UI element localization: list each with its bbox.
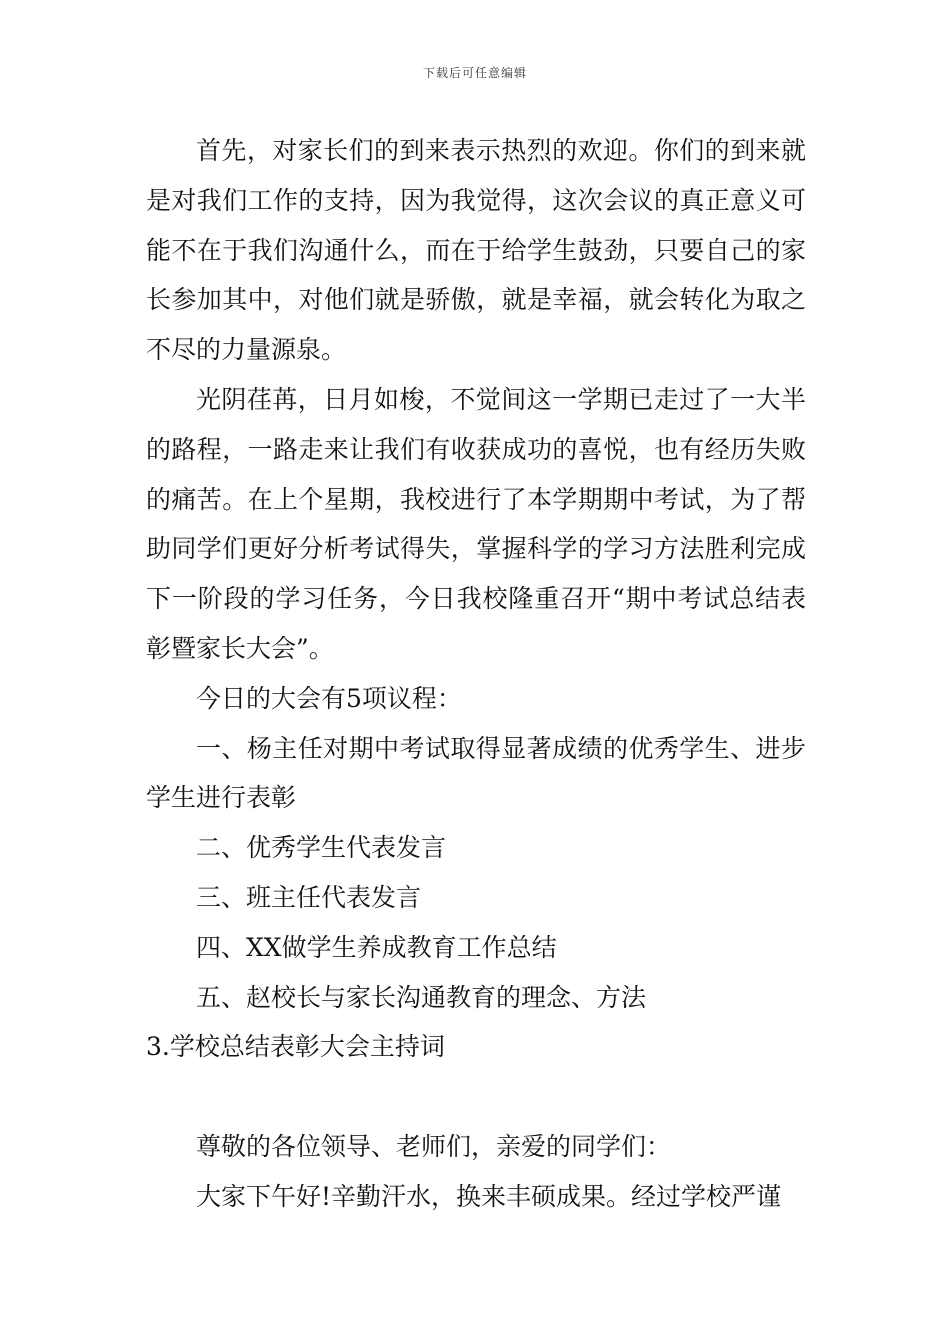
greeting: 尊敬的各位领导、老师们，亲爱的同学们： xyxy=(196,1131,672,1161)
paragraph-semester: 光阴荏苒，日月如梭，不觉间这一学期已走过了一大半的路程，一路走来让我们有收获成功的喜悦，也有经历失败的痛苦。在上个星期，我校进行了本学期期中考试，为了帮助同学们更好分析考试得失，掌握科学的学习方法胜利完成下一阶段的学习任务，今日我校隆重召开“期中考试总结表彰暨家长大会”。 xyxy=(146,384,806,663)
page-header: 下载后可任意编辑 xyxy=(422,66,527,80)
document-body xyxy=(146,126,806,1222)
agenda-item-3: 三、班主任代表发言 xyxy=(196,882,422,912)
paragraph-welcome: 首先，对家长们的到来表示热烈的欢迎。你们的到来就是对我们工作的支持，因为我觉得，这次会议的真正意义可能不在于我们沟通什么，而在于给学生鼓劲，只要自己的家长参加其中，对他们就是骄傲，就是幸福，就会转化为取之不尽的力量源泉。 xyxy=(146,136,806,365)
section-heading: 3.学校总结表彰大会主持词 xyxy=(146,1032,445,1062)
paragraph-opening: 大家下午好!辛勤汗水，换来丰硕成果。经过学校严谨 xyxy=(196,1181,782,1211)
paragraph-agenda-intro: 今日的大会有5项议程： xyxy=(196,683,462,713)
agenda-item-2: 二、优秀学生代表发言 xyxy=(196,833,447,863)
agenda-item-4: 四、XX做学生养成教育工作总结 xyxy=(196,932,557,962)
agenda-item-1: 一、杨主任对期中考试取得显著成绩的优秀学生、进步学生进行表彰 xyxy=(146,733,806,813)
agenda-item-5: 五、赵校长与家长沟通教育的理念、方法 xyxy=(196,982,647,1012)
blank-line xyxy=(146,1072,806,1122)
